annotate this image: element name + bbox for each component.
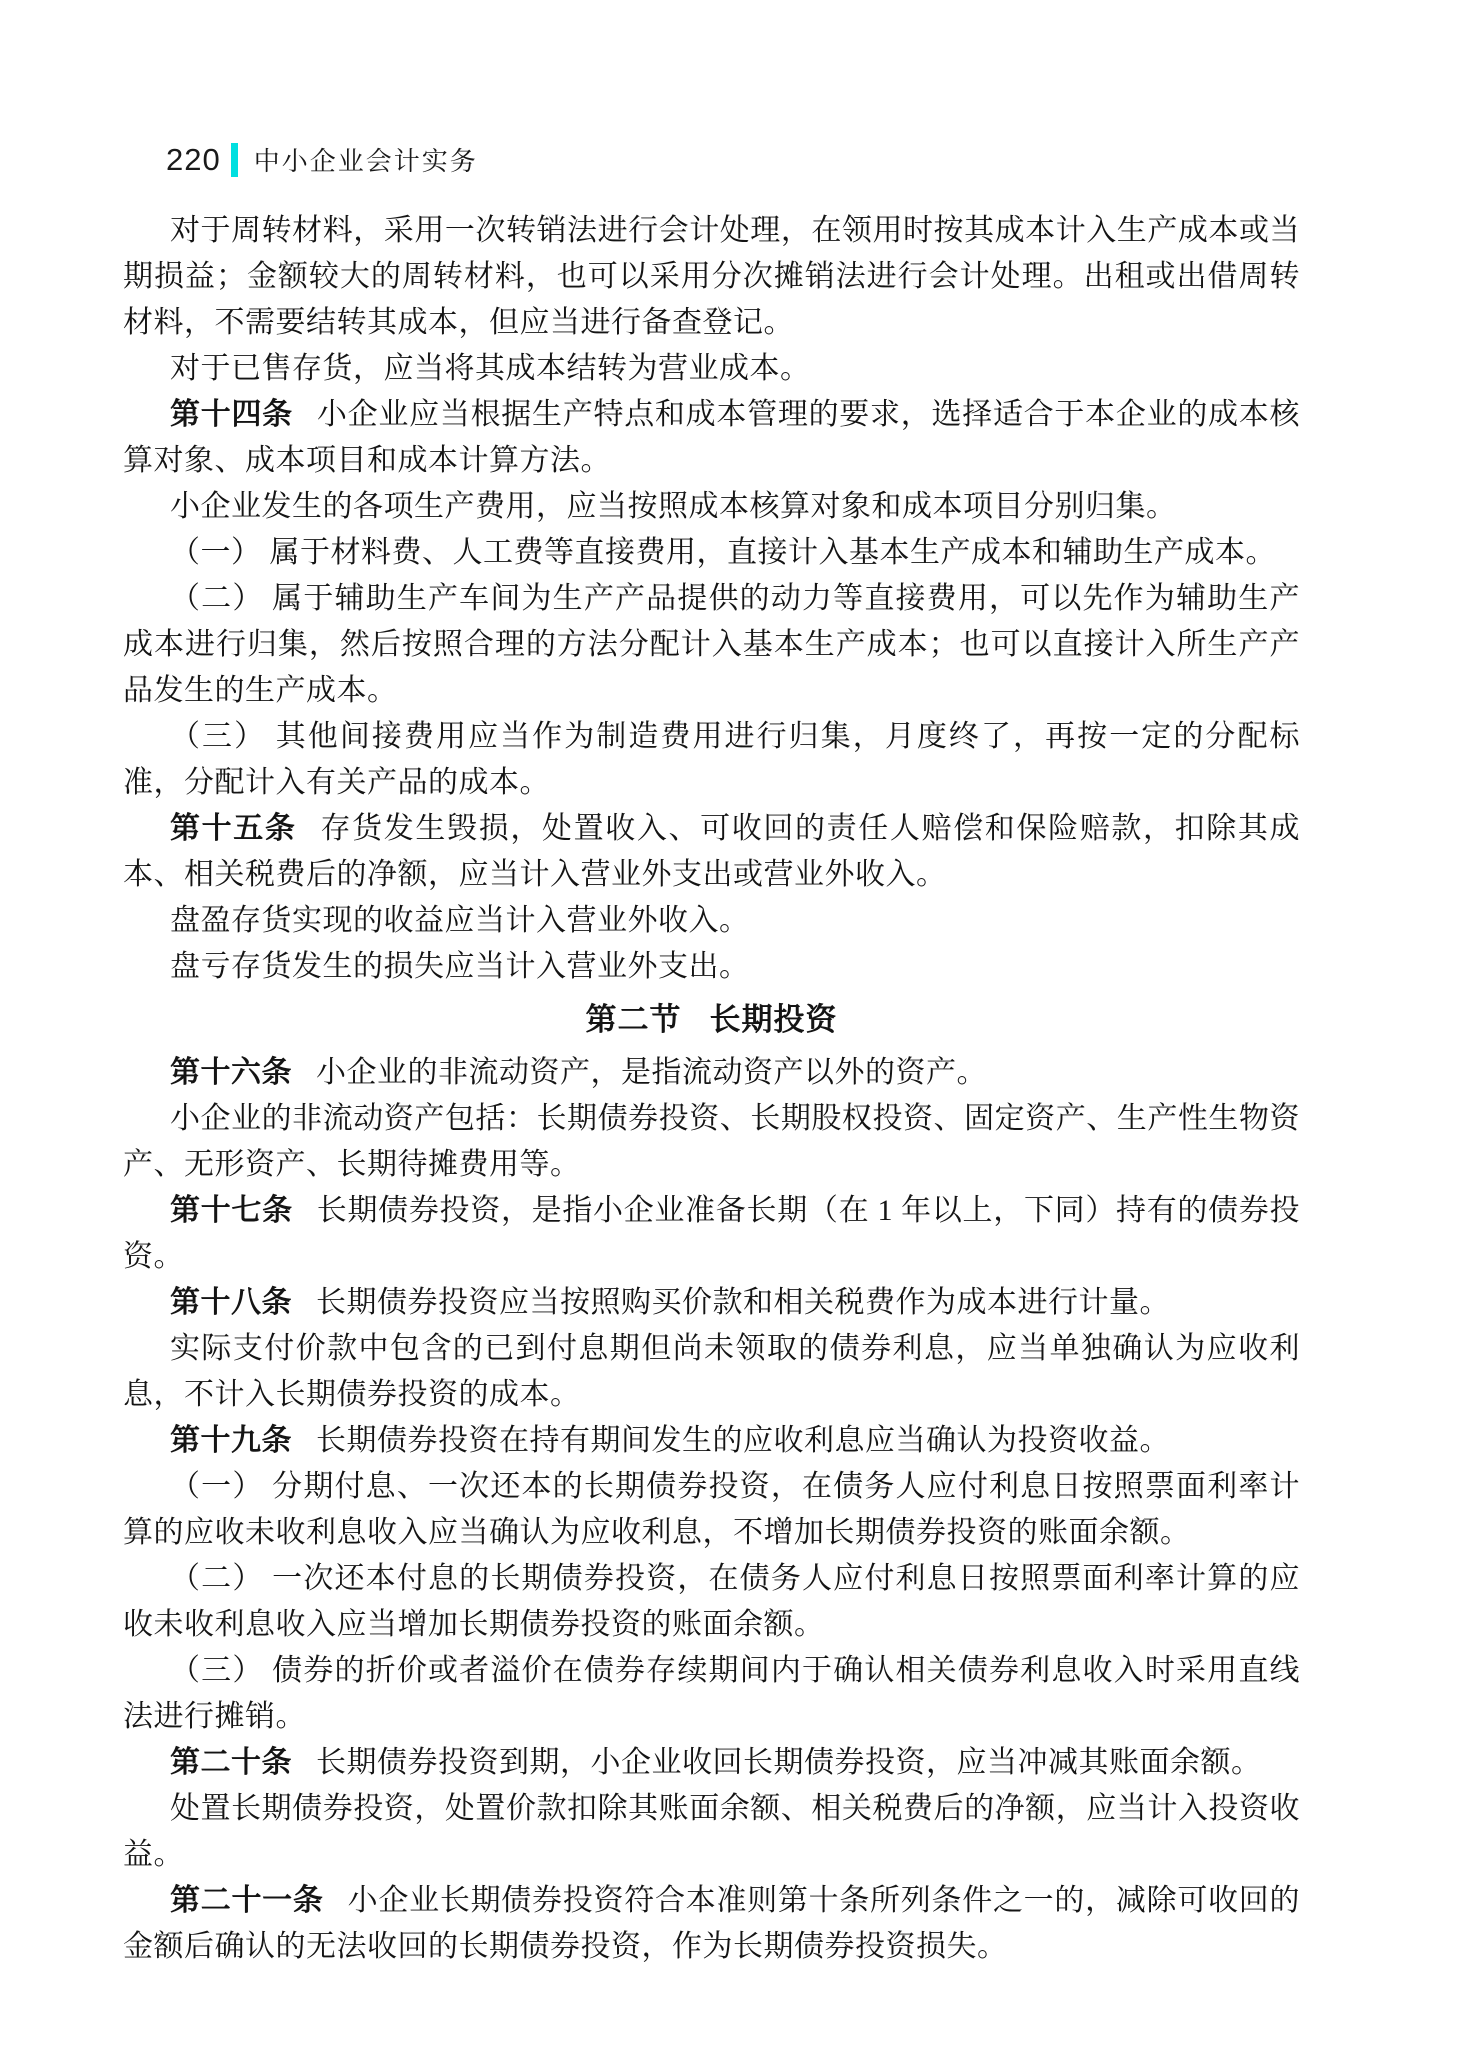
section-number: 第二节: [585, 1002, 682, 1037]
article-number: 第十九条: [170, 1424, 292, 1457]
article-paragraph: [123, 392, 1300, 484]
article-paragraph: [123, 1740, 1300, 1786]
paragraph-text: 长期债券投资到期，小企业收回长期债券投资，应当冲减其账面余额。: [316, 1746, 1262, 1779]
article-paragraph: [123, 1050, 1300, 1096]
article-number: 第二十条: [170, 1746, 292, 1779]
paragraph: [123, 346, 1300, 392]
paragraph: [123, 530, 1300, 576]
article-number: 第二十一条: [170, 1884, 324, 1917]
section-title: 长期投资: [709, 1002, 838, 1037]
paragraph: [123, 1464, 1300, 1556]
paragraph-text: 对于周转材料，采用一次转销法进行会计处理，在领用时按其成本计入生产成本或当期损益；金额较大的周转材料，也可以采用分次摊销法进行会计处理。出租或出借周转材料，不需要结转其成本，但应当进行备查登记。: [123, 214, 1300, 339]
article-paragraph: [123, 1878, 1300, 1970]
paragraph-text: 长期债券投资，是指小企业准备长期（在 1 年以上，下同）持有的债券投资。: [123, 1194, 1301, 1273]
page-number: 220: [166, 141, 221, 177]
paragraph-text: 盘亏存货发生的损失应当计入营业外支出。: [170, 950, 750, 983]
paragraph: [123, 1556, 1300, 1648]
running-header: [166, 141, 478, 178]
article-number: 第十六条: [170, 1056, 292, 1089]
paragraph-text: （三） 其他间接费用应当作为制造费用进行归集，月度终了，再按一定的分配标准，分配计入有关产品的成本。: [123, 720, 1300, 799]
paragraph: [123, 576, 1300, 714]
paragraph-text: （一） 分期付息、一次还本的长期债券投资，在债务人应付利息日按照票面利率计算的应收未收利息收入应当确认为应收利息，不增加长期债券投资的账面余额。: [123, 1470, 1300, 1549]
article-number: 第十七条: [170, 1194, 293, 1227]
paragraph: [123, 944, 1300, 990]
paragraph: [123, 484, 1300, 530]
paragraph-text: 小企业的非流动资产包括：长期债券投资、长期股权投资、固定资产、生产性生物资产、无形资产、长期待摊费用等。: [123, 1102, 1300, 1181]
article-number: 第十五条: [170, 812, 297, 845]
article-paragraph: [123, 1280, 1300, 1326]
paragraph-text: 长期债券投资应当按照购买价款和相关税费作为成本进行计量。: [316, 1286, 1170, 1319]
paragraph-text: 长期债券投资在持有期间发生的应收利息应当确认为投资收益。: [316, 1424, 1170, 1457]
paragraph: [123, 898, 1300, 944]
section-heading: [123, 997, 1300, 1043]
paragraph-text: （三） 债券的折价或者溢价在债券存续期间内于确认相关债券利息收入时采用直线法进行摊销。: [123, 1654, 1300, 1733]
paragraph: [123, 1096, 1300, 1188]
article-paragraph: [123, 1188, 1300, 1280]
paragraph-text: 对于已售存货，应当将其成本结转为营业成本。: [170, 352, 811, 385]
paragraph-text: 处置长期债券投资，处置价款扣除其账面余额、相关税费后的净额，应当计入投资收益。: [123, 1792, 1300, 1871]
paragraph-text: （二） 属于辅助生产车间为生产产品提供的动力等直接费用，可以先作为辅助生产成本进行归集，然后按照合理的方法分配计入基本生产成本；也可以直接计入所生产产品发生的生产成本。: [123, 582, 1300, 707]
paragraph-text: 小企业应当根据生产特点和成本管理的要求，选择适合于本企业的成本核算对象、成本项目和成本计算方法。: [123, 398, 1301, 477]
paragraph-text: 小企业发生的各项生产费用，应当按照成本核算对象和成本项目分别归集。: [170, 490, 1177, 523]
paragraph: [123, 1786, 1300, 1878]
paragraph-text: 存货发生毁损，处置收入、可收回的责任人赔偿和保险赔款，扣除其成本、相关税费后的净额，应当计入营业外支出或营业外收入。: [123, 812, 1301, 891]
paragraph: [123, 208, 1300, 346]
paragraph: [123, 1326, 1300, 1418]
paragraph: [123, 1648, 1300, 1740]
article-number: 第十八条: [170, 1286, 292, 1319]
paragraph-text: 小企业的非流动资产，是指流动资产以外的资产。: [316, 1056, 987, 1089]
article-number: 第十四条: [170, 398, 293, 431]
book-title: 中小企业会计实务: [253, 146, 478, 176]
paragraph-text: 小企业长期债券投资符合本准则第十条所列条件之一的，减除可收回的金额后确认的无法收回的长期债券投资，作为长期债券投资损失。: [123, 1884, 1301, 1963]
paragraph-text: 盘盈存货实现的收益应当计入营业外收入。: [170, 904, 750, 937]
paragraph-text: （一） 属于材料费、人工费等直接费用，直接计入基本生产成本和辅助生产成本。: [170, 536, 1276, 569]
paragraph: [123, 714, 1300, 806]
header-divider-bar: [231, 143, 238, 177]
paragraph-text: （二） 一次还本付息的长期债券投资，在债务人应付利息日按照票面利率计算的应收未收利息收入应当增加长期债券投资的账面余额。: [123, 1562, 1300, 1641]
article-paragraph: [123, 806, 1300, 898]
body-text: [123, 208, 1300, 1970]
paragraph-text: 实际支付价款中包含的已到付息期但尚未领取的债券利息，应当单独确认为应收利息，不计入长期债券投资的成本。: [123, 1332, 1300, 1411]
article-paragraph: [123, 1418, 1300, 1464]
